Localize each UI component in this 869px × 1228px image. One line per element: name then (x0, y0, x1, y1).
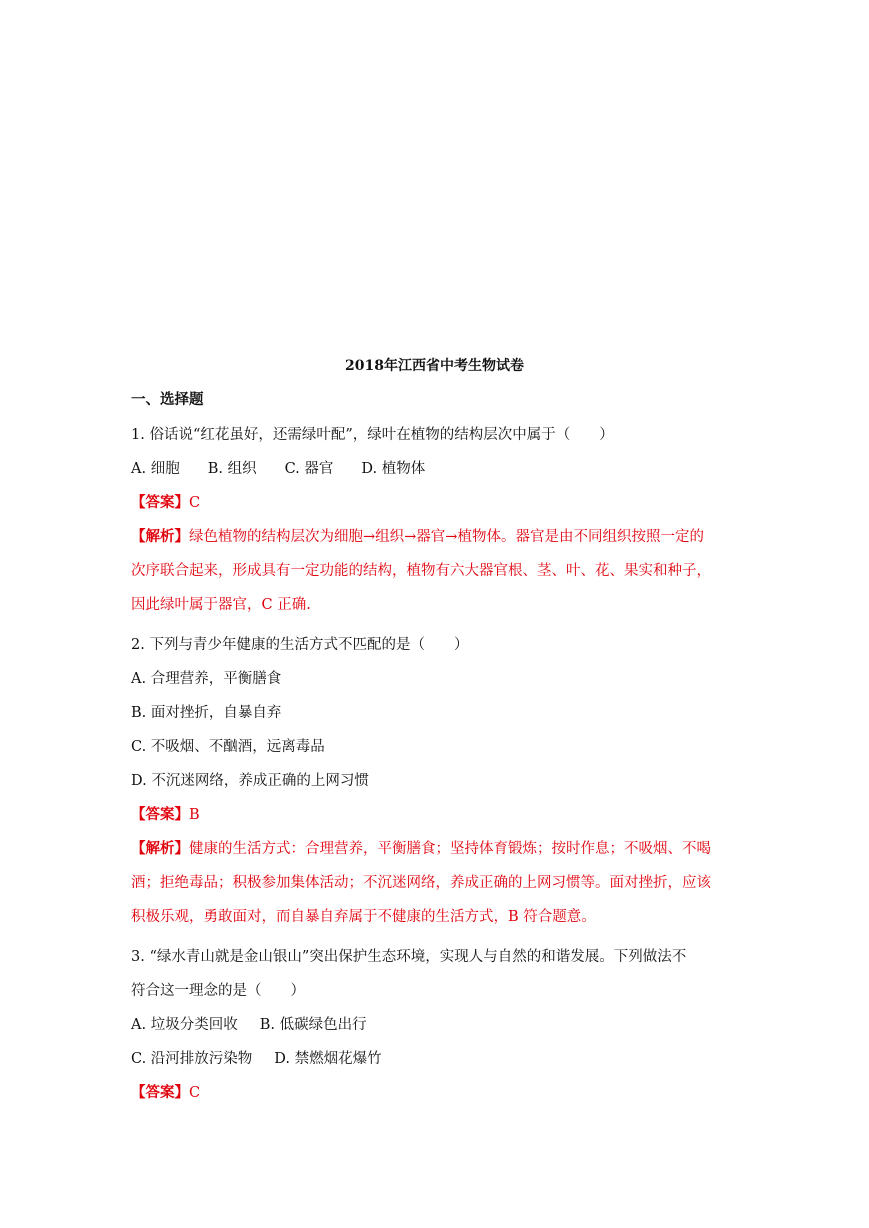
question-2-analysis-line-3: 积极乐观，勇敢面对，而自暴自弃属于不健康的生活方式，B 符合题意。 (131, 909, 596, 925)
answer-tag: 【答案】 (131, 494, 189, 511)
answer-value: C (189, 1085, 201, 1101)
option-d: D. 植物体 (361, 461, 426, 477)
option-d: D. 不沉迷网络，养成正确的上网习惯 (131, 773, 369, 789)
analysis-tag: 【解析】 (131, 528, 189, 545)
question-1-stem: 1. 俗话说“红花虽好，还需绿叶配”，绿叶在植物的结构层次中属于（ ） (131, 427, 614, 443)
answer-tag: 【答案】 (131, 806, 189, 823)
option-c: C. 沿河排放污染物 (131, 1051, 253, 1067)
option-d: D. 禁燃烟花爆竹 (274, 1051, 382, 1067)
document-title: 2018年江西省中考生物试卷 (345, 358, 524, 374)
question-3-options-row-2 (131, 1042, 739, 1076)
analysis-tag: 【解析】 (131, 840, 189, 857)
option-a: A. 合理营养，平衡膳食 (131, 671, 282, 687)
question-3-options-row-1 (131, 1008, 739, 1042)
question-2-analysis-line-2: 酒；拒绝毒品；积极参加集体活动；不沉迷网络，养成正确的上网习惯等。面对挫折，应该 (131, 875, 711, 891)
option-b: B. 低碳绿色出行 (259, 1017, 367, 1033)
answer-tag: 【答案】 (131, 1084, 189, 1101)
question-1-analysis-line-1: 【解析】绿色植物的结构层次为细胞→组织→器官→植物体。器官是由不同组织按照一定的 (131, 528, 704, 545)
option-a: A. 垃圾分类回收 (131, 1017, 238, 1033)
question-2-analysis-line-1: 【解析】健康的生活方式：合理营养，平衡膳食；坚持体育锻炼；按时作息；不吸烟、不喝 (131, 840, 711, 857)
option-a: A. 细胞 (131, 461, 180, 477)
question-3-answer (131, 1076, 739, 1110)
option-c: C. 不吸烟、不酗酒，远离毒品 (131, 739, 325, 755)
answer-value: B (189, 807, 200, 823)
question-1-options (131, 452, 739, 486)
question-3 (131, 940, 739, 1110)
option-b: B. 组织 (207, 461, 257, 477)
question-1-analysis-line-2: 次序联合起来，形成具有一定功能的结构，植物有六大器官根、茎、叶、花、果实和种子， (131, 563, 711, 579)
question-2-answer (131, 798, 739, 832)
question-1-analysis-line-3: 因此绿叶属于器官，C 正确. (131, 597, 311, 613)
question-2-stem: 2. 下列与青少年健康的生活方式不匹配的是（ ） (131, 637, 469, 653)
answer-value: C (189, 495, 201, 511)
section-heading: 一、选择题 (131, 391, 204, 408)
question-1-answer (131, 486, 739, 520)
question-1 (131, 418, 739, 622)
question-3-stem-line-1: 3. “绿水青山就是金山银山”突出保护生态环境，实现人与自然的和谐发展。下列做法不 (131, 949, 687, 965)
option-b: B. 面对挫折，自暴自弃 (131, 705, 282, 721)
question-2 (131, 628, 739, 934)
question-3-stem-line-2: 符合这一理念的是（ ） (131, 983, 305, 999)
option-c: C. 器官 (284, 461, 334, 477)
